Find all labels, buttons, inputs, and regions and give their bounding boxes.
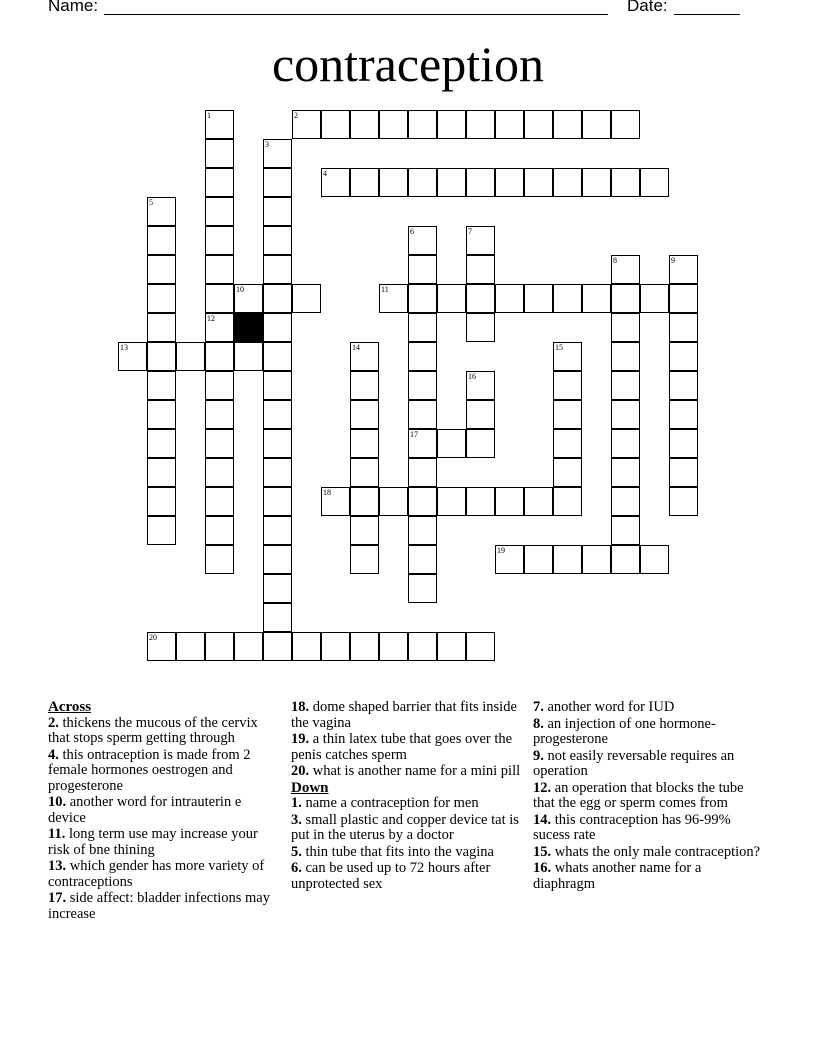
grid-cell[interactable] <box>408 168 437 197</box>
grid-cell-number: 16 <box>468 372 476 381</box>
grid-cell[interactable] <box>205 197 234 226</box>
grid-cell[interactable] <box>466 110 495 139</box>
date-label: Date: <box>627 0 668 15</box>
grid-cell[interactable] <box>640 545 669 574</box>
grid-cell[interactable] <box>553 371 582 400</box>
grid-cell[interactable] <box>263 139 292 168</box>
grid-cell[interactable] <box>263 574 292 603</box>
grid-cell[interactable] <box>408 574 437 603</box>
grid-cell[interactable] <box>234 632 263 661</box>
grid-cell[interactable] <box>263 197 292 226</box>
grid-cell[interactable] <box>524 110 553 139</box>
grid-cell[interactable] <box>611 168 640 197</box>
grid-cell[interactable] <box>147 342 176 371</box>
grid-cell[interactable] <box>350 342 379 371</box>
clue-down-14: 14. this contraception has 96-99% sucess rate <box>533 811 731 843</box>
grid-cell[interactable] <box>379 168 408 197</box>
clue-down-7: 7. another word for IUD <box>533 699 675 715</box>
grid-cell[interactable] <box>669 313 698 342</box>
clue-across-17: 17. side affect: bladder infections may increase <box>48 890 270 922</box>
grid-cell[interactable] <box>466 371 495 400</box>
clue-across-18: 18. dome shaped barrier that fits inside the vagina <box>291 699 517 731</box>
grid-cell[interactable] <box>408 342 437 371</box>
grid-cell[interactable] <box>495 284 524 313</box>
grid-cell[interactable] <box>147 313 176 342</box>
clue-down-12: 12. an operation that blocks the tube that the egg or sperm comes from <box>533 779 744 811</box>
grid-cell[interactable] <box>669 255 698 284</box>
grid-cell[interactable] <box>205 139 234 168</box>
grid-cell[interactable] <box>669 284 698 313</box>
grid-cell[interactable] <box>437 487 466 516</box>
clues-column-2 <box>291 700 523 893</box>
clue-down-8: 8. an injection of one hormone- progesterone <box>533 715 716 747</box>
grid-cell[interactable] <box>611 110 640 139</box>
grid-cell[interactable] <box>292 284 321 313</box>
name-label: Name: <box>48 0 99 15</box>
grid-cell[interactable] <box>611 545 640 574</box>
grid-cell[interactable] <box>495 487 524 516</box>
grid-cell-number: 8 <box>613 256 617 265</box>
grid-cell[interactable] <box>350 429 379 458</box>
grid-cell[interactable] <box>611 371 640 400</box>
grid-cell[interactable] <box>379 487 408 516</box>
grid-cell[interactable] <box>263 429 292 458</box>
grid-cell-number: 10 <box>236 285 244 294</box>
grid-cell[interactable] <box>263 545 292 574</box>
grid-cell-number: 18 <box>323 488 331 497</box>
grid-cell[interactable] <box>582 110 611 139</box>
grid-cell[interactable] <box>495 545 524 574</box>
grid-cell[interactable] <box>263 487 292 516</box>
grid-cell[interactable] <box>408 313 437 342</box>
clue-across-13: 13. which gender has more variety of contraceptions <box>48 858 265 890</box>
grid-cell[interactable] <box>147 487 176 516</box>
grid-cell[interactable] <box>147 255 176 284</box>
grid-cell-number: 5 <box>149 198 153 207</box>
grid-cell[interactable] <box>234 284 263 313</box>
grid-cell[interactable] <box>524 545 553 574</box>
grid-cell[interactable] <box>350 400 379 429</box>
grid-cell[interactable] <box>263 458 292 487</box>
grid-cell[interactable] <box>408 487 437 516</box>
grid-cell[interactable] <box>176 342 205 371</box>
grid-cell[interactable] <box>611 313 640 342</box>
grid-cell[interactable] <box>408 400 437 429</box>
grid-cell[interactable] <box>147 197 176 226</box>
grid-cell[interactable] <box>205 545 234 574</box>
grid-cell-number: 14 <box>352 343 360 352</box>
grid-cell[interactable] <box>437 168 466 197</box>
grid-cell[interactable] <box>205 110 234 139</box>
grid-cell-number: 7 <box>468 227 472 236</box>
grid-cell[interactable] <box>466 487 495 516</box>
clue-down-16: 16. whats another name for a diaphragm <box>533 860 702 892</box>
grid-cell[interactable] <box>437 110 466 139</box>
grid-cell[interactable] <box>495 168 524 197</box>
grid-cell[interactable] <box>379 110 408 139</box>
clues-column-3 <box>533 700 765 893</box>
grid-cell[interactable] <box>408 284 437 313</box>
grid-cell[interactable] <box>176 632 205 661</box>
grid-cell[interactable] <box>350 168 379 197</box>
grid-cell[interactable] <box>669 371 698 400</box>
grid-cell[interactable] <box>147 284 176 313</box>
grid-cell[interactable] <box>669 458 698 487</box>
grid-block-cell <box>234 313 263 342</box>
grid-cell[interactable] <box>669 342 698 371</box>
grid-cell[interactable] <box>205 226 234 255</box>
clue-down-5: 5. thin tube that fits into the vagina <box>291 843 494 860</box>
across-heading: Across <box>48 699 92 715</box>
grid-cell-number: 19 <box>497 546 505 555</box>
grid-cell[interactable] <box>553 487 582 516</box>
grid-cell[interactable] <box>205 342 234 371</box>
clue-down-3: 3. small plastic and copper device tat is put in the uterus by a doctor <box>291 811 519 843</box>
grid-cell[interactable] <box>205 313 234 342</box>
grid-cell-number: 2 <box>294 111 298 120</box>
grid-cell[interactable] <box>524 487 553 516</box>
clue-across-19: 19. a thin latex tube that goes over the penis catches sperm <box>291 731 513 763</box>
grid-cell[interactable] <box>263 603 292 632</box>
grid-cell[interactable] <box>553 110 582 139</box>
grid-cell[interactable] <box>263 226 292 255</box>
grid-cell[interactable] <box>147 226 176 255</box>
grid-cell-number: 13 <box>120 343 128 352</box>
grid-cell[interactable] <box>611 284 640 313</box>
grid-cell[interactable] <box>263 255 292 284</box>
grid-cell[interactable] <box>350 487 379 516</box>
grid-cell[interactable] <box>437 429 466 458</box>
grid-cell[interactable] <box>263 168 292 197</box>
grid-cell[interactable] <box>205 400 234 429</box>
grid-cell[interactable] <box>350 545 379 574</box>
grid-cell[interactable] <box>408 458 437 487</box>
grid-cell[interactable] <box>466 400 495 429</box>
grid-cell[interactable] <box>263 371 292 400</box>
grid-cell[interactable] <box>147 371 176 400</box>
grid-cell[interactable] <box>321 487 350 516</box>
grid-cell[interactable] <box>553 342 582 371</box>
grid-cell[interactable] <box>292 110 321 139</box>
grid-cell[interactable] <box>263 632 292 661</box>
grid-cell[interactable] <box>582 168 611 197</box>
grid-cell-number: 15 <box>555 343 563 352</box>
grid-cell[interactable] <box>495 110 524 139</box>
page-title: contraception <box>271 36 545 92</box>
grid-cell[interactable] <box>263 516 292 545</box>
grid-cell[interactable] <box>379 632 408 661</box>
grid-cell[interactable] <box>205 516 234 545</box>
grid-cell[interactable] <box>263 342 292 371</box>
grid-cell[interactable] <box>640 168 669 197</box>
grid-cell[interactable] <box>147 429 176 458</box>
grid-cell[interactable] <box>118 342 147 371</box>
grid-cell[interactable] <box>234 342 263 371</box>
grid-cell[interactable] <box>524 284 553 313</box>
grid-cell[interactable] <box>147 400 176 429</box>
grid-cell-number: 4 <box>323 169 327 178</box>
grid-cell[interactable] <box>611 342 640 371</box>
grid-cell[interactable] <box>408 371 437 400</box>
grid-cell[interactable] <box>205 255 234 284</box>
grid-cell[interactable] <box>582 284 611 313</box>
grid-cell[interactable] <box>205 429 234 458</box>
grid-cell[interactable] <box>553 400 582 429</box>
grid-cell-number: 11 <box>381 285 389 294</box>
grid-cell[interactable] <box>263 313 292 342</box>
grid-cell[interactable] <box>408 255 437 284</box>
grid-cell[interactable] <box>611 516 640 545</box>
clues-column-1 <box>48 700 270 923</box>
grid-cell[interactable] <box>553 429 582 458</box>
grid-cell[interactable] <box>611 487 640 516</box>
grid-cell[interactable] <box>524 168 553 197</box>
grid-cell[interactable] <box>147 516 176 545</box>
clue-down-9: 9. not easily reversable requires an operation <box>533 747 735 779</box>
grid-cell[interactable] <box>437 284 466 313</box>
grid-cell[interactable] <box>611 429 640 458</box>
grid-cell[interactable] <box>147 632 176 661</box>
grid-cell[interactable] <box>408 632 437 661</box>
grid-cell[interactable] <box>350 371 379 400</box>
clue-down-15: 15. whats the only male contraception? <box>533 843 761 860</box>
clue-down-1: 1. name a contraception for men <box>291 795 479 811</box>
clue-across-4: 4. this ontraception is made from 2 female hormones oestrogen and progesterone <box>48 746 251 794</box>
grid-cell[interactable] <box>611 400 640 429</box>
grid-cell[interactable] <box>321 632 350 661</box>
grid-cell[interactable] <box>408 545 437 574</box>
grid-cell[interactable] <box>669 400 698 429</box>
grid-cell[interactable] <box>466 168 495 197</box>
clue-across-10: 10. another word for intrauterin e device <box>48 794 242 826</box>
grid-cell[interactable] <box>321 168 350 197</box>
grid-cell-number: 6 <box>410 227 414 236</box>
grid-cell[interactable] <box>321 110 350 139</box>
grid-cell[interactable] <box>582 545 611 574</box>
grid-cell-number: 3 <box>265 140 269 149</box>
grid-cell[interactable] <box>466 632 495 661</box>
grid-cell[interactable] <box>205 371 234 400</box>
grid-cell[interactable] <box>408 429 437 458</box>
grid-cell-number: 20 <box>149 633 157 642</box>
grid-cell[interactable] <box>350 110 379 139</box>
grid-cell[interactable] <box>263 284 292 313</box>
clue-across-20: 20. what is another name for a mini pill <box>291 763 521 779</box>
grid-cell-number: 9 <box>671 256 675 265</box>
grid-cell[interactable] <box>466 226 495 255</box>
grid-cell[interactable] <box>669 429 698 458</box>
grid-cell[interactable] <box>205 632 234 661</box>
grid-cell[interactable] <box>263 400 292 429</box>
grid-cell[interactable] <box>553 458 582 487</box>
grid-cell-number: 12 <box>207 314 215 323</box>
clue-across-2: 2. thickens the mucous of the cervix that stops sperm getting through <box>48 714 258 746</box>
grid-cell[interactable] <box>669 487 698 516</box>
grid-cell[interactable] <box>466 255 495 284</box>
grid-cell[interactable] <box>640 284 669 313</box>
down-heading: Down <box>291 779 329 796</box>
grid-cell[interactable] <box>205 168 234 197</box>
grid-cell-number: 1 <box>207 111 211 120</box>
grid-cell[interactable] <box>466 429 495 458</box>
grid-cell[interactable] <box>408 226 437 255</box>
clue-across-11: 11. long term use may increase your risk of bne thining <box>48 826 258 858</box>
grid-cell[interactable] <box>611 255 640 284</box>
grid-cell[interactable] <box>466 284 495 313</box>
grid-cell[interactable] <box>292 632 321 661</box>
grid-cell[interactable] <box>147 458 176 487</box>
grid-cell[interactable] <box>350 516 379 545</box>
grid-cell[interactable] <box>553 284 582 313</box>
grid-cell[interactable] <box>408 516 437 545</box>
grid-cell[interactable] <box>350 458 379 487</box>
grid-cell[interactable] <box>408 110 437 139</box>
grid-cell[interactable] <box>205 284 234 313</box>
grid-cell[interactable] <box>553 168 582 197</box>
grid-cell[interactable] <box>466 313 495 342</box>
grid-cell[interactable] <box>350 632 379 661</box>
grid-cell[interactable] <box>437 632 466 661</box>
grid-cell[interactable] <box>611 458 640 487</box>
grid-cell[interactable] <box>205 487 234 516</box>
grid-cell[interactable] <box>379 284 408 313</box>
grid-cell[interactable] <box>205 458 234 487</box>
grid-cell-number: 17 <box>410 430 418 439</box>
clue-down-6: 6. can be used up to 72 hours after unprotected sex <box>291 860 491 892</box>
grid-cell[interactable] <box>553 545 582 574</box>
